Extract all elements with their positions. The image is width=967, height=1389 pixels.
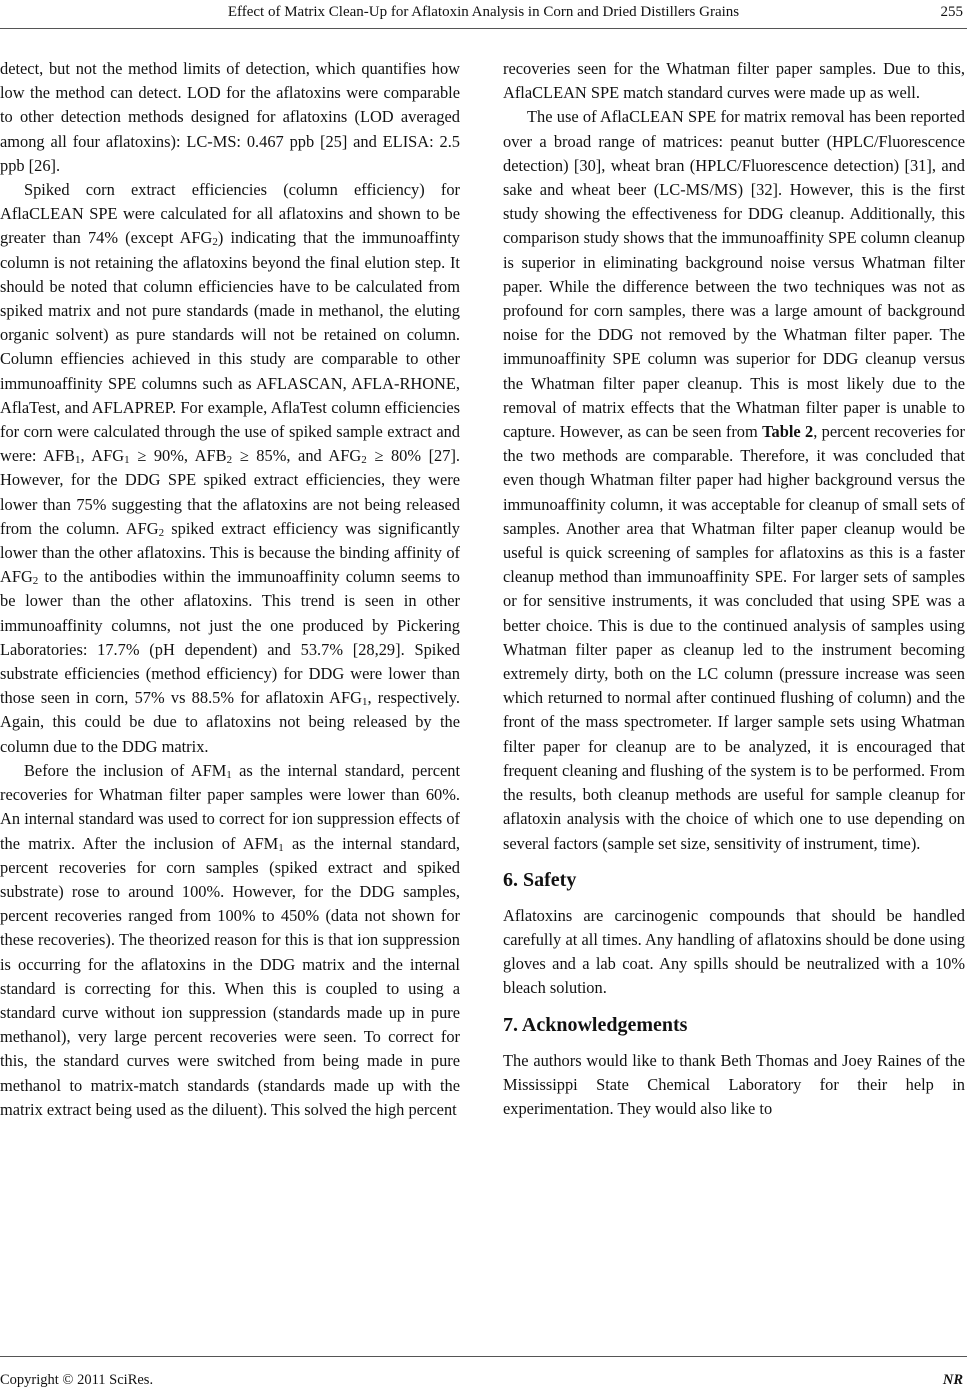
subscript: 2 (212, 236, 218, 249)
text-run: , percent recoveries for the two methods are comparable. Therefore, it was concluded that even though Whatman filter paper had higher background versus the immunoaffinity column, it was acceptable for cleanup of small sets of samples. Another area that Whatman filter paper cleanup would be useful is quick screening of samples for aflatoxins as this is a faster cleanup method than immunoaffinity SPE. For larger sets of samples or for sensitive instruments, it was concluded that using SPE was a better choice. This is due to the continued analysis of samples using Whatman filter paper as cleanup led to the instrument becoming extremely dirty, both on the LC column (pressure increase was seen which returned to normal after continued flushing of column) and the front of the mass spectrometer. If larger sample sets using Whatman filter paper for cleanup are to be analyzed, it is encouraged that frequent cleaning and flushing of the system is to be performed. From the results, both cleanup methods are useful for sample cleanup for aflatoxin analysis with the choice of which one to use depending on several factors (sample set size, sensitivity of instrument, time). (503, 422, 965, 853)
text-run: as the internal standard, percent recoveries for Whatman filter paper samples were lower than 60%. An internal standard was used to correct for ion suppression effects of the matrix. After the inclusion of AFM (0, 760, 461, 853)
text-run: The use of AflaCLEAN SPE for matrix removal has been reported over a broad range of matrices: peanut butter (HPLC/Fluorescence detection) [30], wheat bran (HPLC/Fluorescence detection) [31], and sake and wheat beer (LC-MS/MS) [32]. However, this is the first study showing the effectiveness for DDG cleanup. Additionally, this comparison study shows that the immunoaffinity SPE column cleanup is superior in eliminating background noise versus Whatman filter paper. While the difference between the two techniques was not as profound for corn samples, there was a large amount of background noise for the DDG not removed by the Whatman filter paper. The immunoaffinity SPE column was superior for DDG cleanup versus the Whatman filter paper cleanup. This is most likely due to the removal of matrix effects that the Whatman filter paper is unable to capture. However, as can be seen from (503, 107, 965, 442)
text-run: , respectively. Again, this could be due to aflatoxins not being released by the column due to the DDG matrix. (0, 688, 460, 756)
text-run: ) indicating that the immunoaffinty column is not retaining the aflatoxins beyond the final elution step. It should be noted that column efficiencies have to be calculated from spiked matrix and not pure standards (made in methanol, the eluting organic solvent) as pure standards will not be retained on column. Column effiencies achieved in this study are comparable to other immunoaffinity SPE columns such as AFLASCAN, AFLA-RHONE, AflaTest, and AFLAPREP. For example, AflaTest column efficiencies for corn were calculated through the use of spiked sample extract and were: AFB (0, 228, 460, 466)
subscript: 1 (124, 454, 130, 467)
paragraph: Aflatoxins are carcinogenic compounds that should be handled carefully at all times. Any handling of aflatoxins should be done using gloves and a lab coat. Any spills should be neutralized with a 10% bleach solution. (503, 905, 965, 998)
text-run: ≥ 90%, AFB (129, 446, 227, 466)
right-column (503, 57, 965, 1121)
page-number: 255 (940, 4, 963, 20)
paragraph (503, 105, 965, 855)
text-run: ≥ 80% [27]. However, for the DDG SPE spiked extract efficiencies, they were lower than 75% suggesting that the aflatoxins are not being released from the column. AFG (0, 446, 460, 538)
subscript: 2 (158, 526, 165, 539)
paragraph (0, 759, 460, 1122)
subscript: 2 (226, 454, 233, 467)
subscript: 2 (32, 575, 39, 588)
copyright-notice: Copyright © 2011 SciRes. (0, 1372, 154, 1388)
section-heading-acknowledgements: 7. Acknowledgements (503, 1013, 688, 1036)
text-run: , AFG (80, 446, 125, 466)
subscript: 1 (361, 696, 368, 709)
text-run: as the internal standard, percent recoveries for corn samples (spiked extract and spiked substrate) rose to around 100%. However, for the DDG samples, percent recoveries ranged from 100% to 450% (data not shown for these recoveries). The theorized reason for this is that ion suppression is occurring for the aflatoxins in the DDG matrix and the internal standard is correcting for this. When this is coupled to using a standard curve without ion suppression (standards made up in pure methanol), very large percent recoveries were seen. To correct for this, the standard curves were switched from being made in pure methanol to matrix-match standards (standards made up with the matrix extract being used as the diluent). This solved the high percent (0, 833, 460, 1119)
subscript: 2 (361, 454, 367, 467)
page-footer (0, 1356, 967, 1388)
paragraph (0, 178, 460, 759)
page-header (0, 4, 967, 26)
table-reference: Table 2 (762, 422, 814, 442)
text-run: spiked extract efficiency was significantly lower than the other aflatoxins. This is because the binding affinity of AFG (0, 518, 461, 587)
footer-divider (0, 1356, 967, 1357)
journal-abbreviation: NR (942, 1372, 963, 1388)
text-run: Before the inclusion of AFM (24, 760, 227, 780)
text-run: Spiked corn extract efficiencies (column efficiency) for AflaCLEAN SPE were calculated for all aflatoxins and shown to be greater than 74% (except AFG (0, 180, 460, 248)
paragraph: detect, but not the method limits of detection, which quantifies how low the method can detect. LOD for the aflatoxins were comparable to other detection methods designed for aflatoxins (LOD averaged among all four aflatoxins): LC-MS: 0.467 ppb [25] and ELISA: 2.5 ppb [26]. (0, 59, 460, 175)
paragraph: recoveries seen for the Whatman filter paper samples. Due to this, AflaCLEAN SPE match standard curves were made up as well. (503, 59, 965, 103)
text-run: ≥ 85%, and AFG (232, 446, 362, 466)
subscript: 1 (75, 454, 81, 467)
text-run: to the antibodies within the immunoaffinity column seems to be lower than the other aflatoxins. This trend is seen in other immunoaffinity columns, not just the one produced by Pickering Laboratories: 17.7% (pH dependent) and 53.7% [28,29]. Spiked substrate efficiencies (method efficiency) for DDG were lower than those seen in corn, 57% vs 88.5% for aflatoxin AFG (0, 567, 460, 708)
running-title: Effect of Matrix Clean-Up for Aflatoxin Analysis in Corn and Dried Distillers Grains (227, 4, 740, 20)
subscript: 1 (278, 841, 284, 854)
paragraph: The authors would like to thank Beth Thomas and Joey Raines of the Mississippi State Chemical Laboratory for their help in experimentation. They would also like to (503, 1050, 965, 1118)
header-divider (0, 28, 967, 29)
left-column (0, 57, 460, 1122)
section-heading-safety: 6. Safety (503, 868, 577, 891)
subscript: 1 (226, 768, 232, 781)
